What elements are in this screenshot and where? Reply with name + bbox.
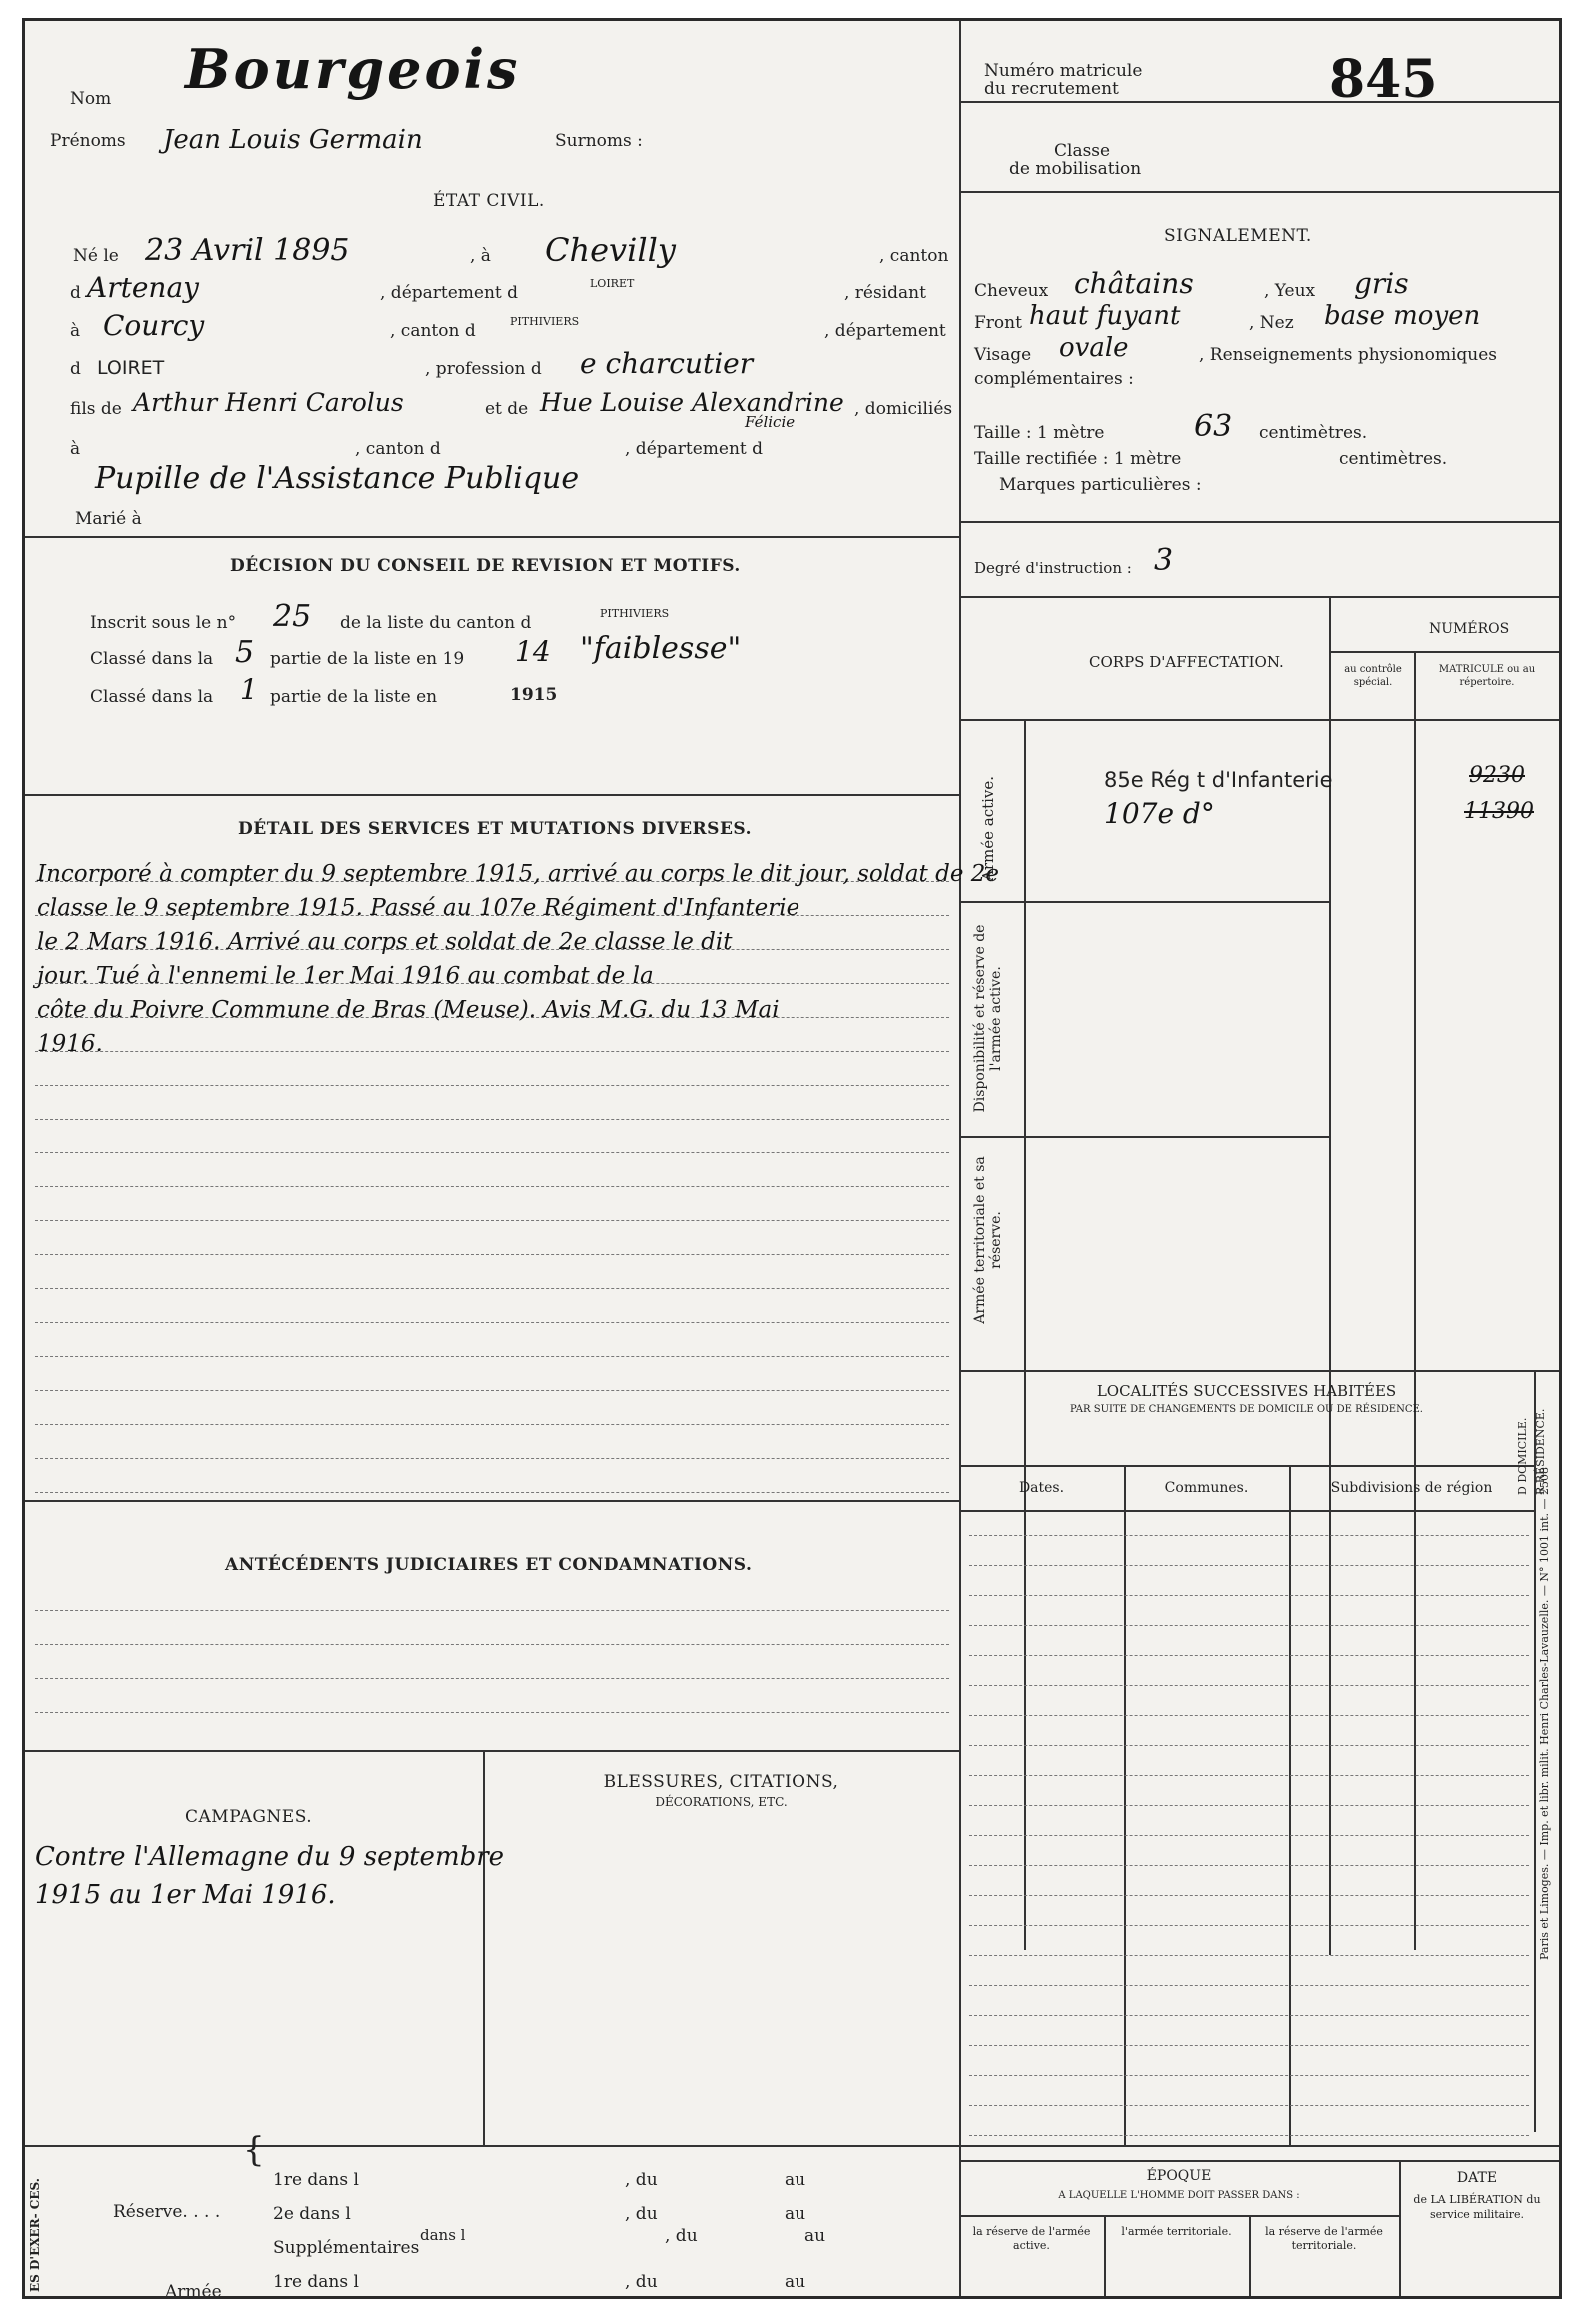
partie2-label: partie de la liste en [270,687,438,707]
ruled-line [35,1254,949,1255]
printer-imprint: Paris et Limoges. — Imp. et libr. milit. Henri Charles-Lavauzelle. — N° 1001 int. — 2508 [1538,1467,1551,1960]
birth-date: 23 Avril 1895 [145,233,350,268]
prenoms-label: Prénoms [50,131,126,151]
reserve-2e-au: au [785,2204,806,2224]
residence-a-label: à [70,321,81,341]
epoque-title: ÉPOQUE [1146,2168,1212,2184]
ruled-line [969,1955,1529,1956]
main-column-divider [959,21,961,2296]
disponibilite-bottom-line [959,1136,1329,1138]
service-line: 1916. [37,1031,103,1057]
cheveux-value: châtains [1074,267,1194,300]
departement2-value: LOIRET [97,357,165,379]
ruled-line [969,1775,1529,1776]
epoque-header-line [959,2215,1399,2217]
numeros-divider [1414,651,1416,1950]
ruled-line [969,2075,1529,2076]
ruled-line [35,1322,949,1323]
ruled-line [35,1644,949,1645]
signalement-title: SIGNALEMENT. [1164,226,1312,246]
ne-le-label: Né le [73,246,119,266]
partie2-year: 1915 [510,685,558,705]
blessures-subtitle: DÉCORATIONS, ETC. [655,1795,788,1809]
col-dates: Dates. [1018,1480,1065,1496]
armee-1re-du: , du [625,2272,658,2292]
recruitment-register-sheet [22,18,1562,2299]
assistance-publique-note: Pupille de l'Assistance Publique [95,461,580,496]
numeros-title: NUMÉROS [1429,621,1510,637]
prenoms-value: Jean Louis Germain [163,125,423,155]
epoque-col-1-line [1104,2215,1106,2296]
ruled-line [969,1625,1529,1626]
departement3-label: , département d [625,439,764,459]
degre-label: Degré d'instruction : [974,559,1132,577]
ruled-line [35,1610,949,1611]
matricule-label-2: du recrutement [984,79,1119,99]
ruled-line [969,2045,1529,2046]
ruled-line [969,1895,1529,1896]
service-line: jour. Tué à l'ennemi le 1er Mai 1916 au combat de la [37,963,654,989]
epoque-subtitle: A LAQUELLE L'HOMME DOIT PASSER DANS : [1058,2190,1300,2201]
profession-value: e charcutier [580,347,754,380]
service-line: Incorporé à compter du 9 septembre 1915, arrivé au corps le dit jour, soldat de 2e [37,861,999,887]
centimetres2-label: centimètres. [1339,449,1448,469]
armee-active-label: Armée active. [979,775,997,881]
col-subdivisions: Subdivisions de région [1330,1480,1493,1496]
et-de-label: et de [485,399,529,419]
ruled-line [969,2135,1529,2136]
centimetres-label: centimètres. [1259,423,1368,443]
birth-a-label: , à [470,246,491,266]
service-line: classe le 9 septembre 1915. Passé au 107e Régiment d'Infanterie [37,895,800,921]
col-residence: R RÉSIDENCE. [1534,1408,1547,1495]
ruled-line [35,1424,949,1425]
ruled-line [35,1458,949,1459]
departement2-label: , département [824,321,946,341]
decision-title: DÉCISION DU CONSEIL DE REVISION ET MOTIFS. [230,556,741,576]
decision-bottom-line [25,794,959,796]
epoque-col-2: l'armée territoriale. [1121,2225,1232,2238]
corps-entry-1: 85e Rég t d'Infanterie [1104,768,1333,792]
front-label: Front [974,313,1022,333]
localites-subtitle: PAR SUITE DE CHANGEMENTS DE DOMICILE OU DE RÉSIDENCE. [1070,1404,1423,1415]
nom-label: Nom [70,89,112,109]
ruled-line [969,2015,1529,2016]
canton-d-label: d [70,283,81,303]
ruled-line [35,1152,949,1153]
ruled-line [35,1119,949,1120]
marie-label: Marié à [75,509,142,529]
reserve-1re-au: au [785,2170,806,2190]
inscrit-label: Inscrit sous le n° [90,613,237,633]
taille-rectifiee-label: Taille rectifiée : 1 mètre [974,449,1182,469]
ruled-line [969,1985,1529,1986]
canton2-label: , canton d [390,321,476,341]
partie-label: partie de la liste en 19 [270,649,465,669]
col-communes: Communes. [1164,1480,1249,1496]
partie-year: 14 [515,635,551,668]
reserve-1re-du: , du [625,2170,658,2190]
classe-bottom-line [959,191,1559,193]
ruled-line [35,1678,949,1679]
liste-label: de la liste du canton d [340,613,532,633]
col-domicile: D DOMICILE. [1516,1417,1529,1495]
visage-value: ovale [1059,333,1129,363]
epoque-top-line [959,2160,1559,2162]
armee-1re-au: au [785,2272,806,2292]
corps-right-divider [1329,596,1331,1955]
mother-name: Hue Louise Alexandrine [540,388,844,417]
mother-extra-name: Félicie [745,413,796,431]
campagnes-line-2: 1915 au 1er Mai 1916. [35,1880,336,1910]
marques-label: Marques particulières : [999,475,1202,495]
inscrit-value: 25 [273,599,312,634]
matricule-label-1: Numéro matricule [984,61,1143,81]
antecedents-title: ANTÉCÉDENTS JUDICIAIRES ET CONDAMNATIONS. [225,1555,753,1575]
departement2-d-label: d [70,359,81,379]
ruled-line [969,1685,1529,1686]
epoque-col-1: la réserve de l'armée active. [972,2225,1091,2252]
domicile-a-label: à [70,439,81,459]
ruled-line [35,1288,949,1289]
ruled-line [969,1745,1529,1746]
supplementaires-du: , du [665,2226,698,2246]
epoque-col-2-line [1249,2215,1251,2296]
reserve-label: Réserve. . . . [113,2202,221,2222]
services-bottom-line [25,1500,959,1502]
armee-active-bottom-line [959,901,1329,903]
ruled-line [35,1390,949,1391]
residence-value: Courcy [103,309,205,342]
ruled-line [969,1805,1529,1806]
reserve-2e-du: , du [625,2204,658,2224]
epoque-date-divider [1399,2160,1401,2296]
epoque-date-subtitle: de LA LIBÉRATION du service militaire. [1413,2193,1541,2221]
territoriale-label: Armée territoriale et sa réserve. [972,1156,1004,1324]
ruled-line [969,2105,1529,2106]
localites-title: LOCALITÉS SUCCESSIVES HABITÉES [1096,1382,1397,1400]
ruled-line [969,1715,1529,1716]
localites-header-bottom-line [959,1465,1534,1467]
degre-value: 3 [1154,543,1174,578]
localites-cols-bottom-line [959,1510,1534,1512]
etat-civil-bottom-line [25,536,959,538]
ruled-line [35,1051,949,1052]
departement-value: LOIRET [590,277,635,290]
yeux-label: , Yeux [1264,281,1316,301]
corps-label-column-line [1024,719,1026,1950]
visage-label: Visage [974,345,1032,365]
ruled-line [969,1925,1529,1926]
ruled-line [35,1356,949,1357]
armee-1re-label: 1re dans l [273,2272,359,2292]
matricule-entry-2: 11390 [1464,799,1534,824]
surnoms-label: Surnoms : [555,131,643,151]
signalement-bottom-line [959,521,1559,523]
reserve-1re-label: 1re dans l [273,2170,359,2190]
canton2-value: PITHIVIERS [510,315,580,328]
matricule-col-label: MATRICULE ou au répertoire. [1438,664,1536,688]
armee-label: Armée [165,2282,222,2299]
departement-label: , département d [380,283,519,303]
classe2-label: Classé dans la [90,687,214,707]
renseignements-label: , Renseignements physionomiques [1199,345,1498,365]
ruled-line [35,1712,949,1713]
motif: "faiblesse" [580,631,742,666]
reserve-2e-label: 2e dans l [273,2204,351,2224]
campagnes-divider [483,1750,485,2145]
matricule-bottom-line [959,101,1559,103]
complementaires-label: complémentaires : [974,369,1134,389]
classe2-value: 1 [240,673,258,706]
campagnes-title: CAMPAGNES. [185,1807,313,1827]
ruled-line [969,1655,1529,1656]
epoque-col-3: la réserve de l'armée territoriale. [1265,2225,1383,2252]
canton-label: , canton [879,246,949,266]
birth-place: Chevilly [545,231,676,269]
ruled-line [35,1220,949,1221]
corps-entry-2: 107e d° [1104,797,1215,830]
taille-label: Taille : 1 mètre [974,423,1105,443]
matricule-entry-1: 9230 [1469,763,1525,788]
canton3-label: , canton d [355,439,441,459]
supplementaires-au: au [804,2226,826,2246]
nez-label: , Nez [1249,313,1294,333]
blessures-title: BLESSURES, CITATIONS, [603,1772,839,1792]
ruled-line [35,1085,949,1086]
numeros-title-line [1329,651,1559,653]
degre-bottom-line [959,596,1559,598]
antecedents-bottom-line [25,1750,959,1752]
nom-value: Bourgeois [185,37,521,101]
reserve-brace: { [243,2130,265,2170]
ruled-line [969,1595,1529,1596]
classe-label-2: de mobilisation [1009,159,1142,179]
services-title: DÉTAIL DES SERVICES ET MUTATIONS DIVERSES. [238,819,752,839]
classe-label-1: Classe [1054,141,1111,161]
front-value: haut fuyant [1029,301,1181,331]
ruled-line [969,1865,1529,1866]
corps-title: CORPS D'AFFECTATION. [1089,653,1284,671]
corps-header-bottom-line [959,719,1559,721]
controle-label: au contrôle spécial. [1344,664,1402,688]
ruled-line [969,1535,1529,1536]
classe-label: Classé dans la [90,649,214,669]
yeux-value: gris [1354,267,1409,300]
ruled-line [969,1835,1529,1836]
etat-civil-title: ÉTAT CIVIL. [433,191,545,211]
disponibilite-label: Disponibilité et réserve de l'armée active. [972,924,1004,1113]
taille-value: 63 [1194,409,1233,444]
liste-value: PITHIVIERS [600,607,670,620]
ruled-line [35,1492,949,1493]
ruled-line [35,1186,949,1187]
classe-value: 5 [235,635,255,670]
profession-label: , profession d [425,359,542,379]
matricule-value: 845 [1329,49,1438,110]
canton-value: Artenay [87,271,199,304]
service-line: le 2 Mars 1916. Arrivé au corps et soldat de 2e classe le dit [37,929,733,955]
cheveux-label: Cheveux [974,281,1049,301]
ruled-line [969,1565,1529,1566]
fils-de-label: fils de [70,399,122,419]
service-line: côte du Poivre Commune de Bras (Meuse). Avis M.G. du 13 Mai [37,997,780,1023]
supplementaires-dans: dans l [420,2226,466,2244]
exercices-side-label: ES D'EXER- CES. [28,2178,42,2292]
supplementaires-label: Supplémentaires [273,2238,420,2258]
epoque-date-title: DATE [1456,2170,1498,2186]
campagnes-line-1: Contre l'Allemagne du 9 septembre [35,1842,505,1872]
corps-bottom-line [959,1370,1559,1372]
resident-label: , résidant [844,283,926,303]
father-name: Arthur Henri Carolus [133,388,404,417]
domicilies-label: , domiciliés [854,399,953,419]
nez-value: base moyen [1324,301,1481,331]
